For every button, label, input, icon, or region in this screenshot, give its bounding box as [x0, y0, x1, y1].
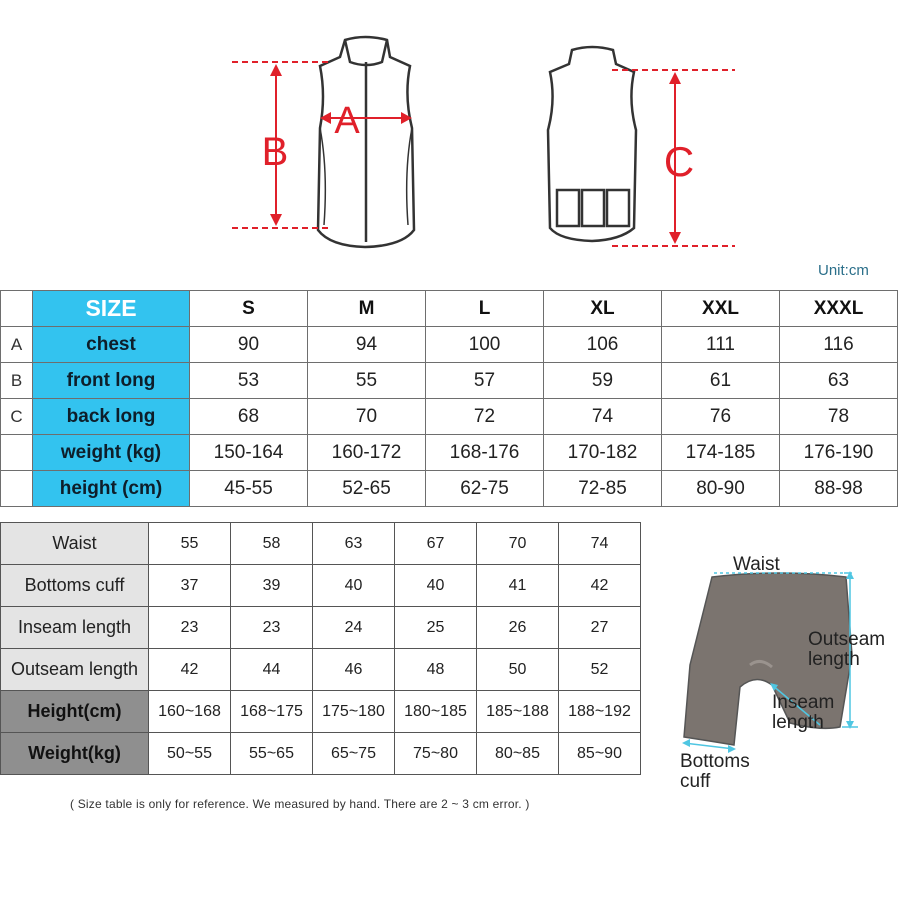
row-label-front-long: front long — [33, 363, 190, 399]
shorts-label-cuff-line2: cuff — [680, 771, 711, 792]
table-cell: 23 — [231, 607, 313, 649]
table-cell: 62-75 — [426, 471, 544, 507]
table-cell: 23 — [149, 607, 231, 649]
row-key — [1, 471, 33, 507]
table-cell: 27 — [559, 607, 641, 649]
shorts-label-waist: Waist — [733, 554, 780, 575]
table-cell: 160-172 — [308, 435, 426, 471]
table-cell: 24 — [313, 607, 395, 649]
size-col-xxl: XXL — [662, 291, 780, 327]
vest-front-illustration — [318, 37, 414, 247]
row-label-inseam: Inseam length — [1, 607, 149, 649]
table-cell: 85~90 — [559, 733, 641, 775]
table-cell: 72 — [426, 399, 544, 435]
table-row — [1, 435, 898, 471]
table-cell: 68 — [190, 399, 308, 435]
row-key: B — [1, 363, 33, 399]
table-cell: 78 — [780, 399, 898, 435]
table-row — [1, 565, 641, 607]
shorts-label-inseam-line1: Inseam — [772, 692, 835, 713]
table-cell: 58 — [231, 523, 313, 565]
shorts-label-outseam — [808, 630, 885, 670]
size-col-m: M — [308, 291, 426, 327]
table-cell: 74 — [544, 399, 662, 435]
row-label-height: Height(cm) — [1, 691, 149, 733]
table-cell: 55 — [149, 523, 231, 565]
table-cell: 25 — [395, 607, 477, 649]
row-key: A — [1, 327, 33, 363]
table-cell: 100 — [426, 327, 544, 363]
size-col-l: L — [426, 291, 544, 327]
table-cell: 74 — [559, 523, 641, 565]
row-label-bottoms-cuff: Bottoms cuff — [1, 565, 149, 607]
table-cell: 111 — [662, 327, 780, 363]
row-label-back-long: back long — [33, 399, 190, 435]
vest-diagram — [0, 0, 900, 270]
table-cell: 59 — [544, 363, 662, 399]
row-key — [1, 435, 33, 471]
table-cell: 50~55 — [149, 733, 231, 775]
shorts-label-cuff-line1: Bottoms — [680, 751, 750, 772]
table-cell: 40 — [313, 565, 395, 607]
table-cell: 50 — [477, 649, 559, 691]
table-cell: 42 — [149, 649, 231, 691]
measure-c-label: C — [663, 138, 695, 185]
size-col-xxxl: XXXL — [780, 291, 898, 327]
table-cell: 44 — [231, 649, 313, 691]
table-cell: 61 — [662, 363, 780, 399]
table-row — [1, 733, 641, 775]
row-key: C — [1, 399, 33, 435]
table-cell: 88-98 — [780, 471, 898, 507]
table-cell: 94 — [308, 327, 426, 363]
table-cell: 174-185 — [662, 435, 780, 471]
size-disclaimer-note: ( Size table is only for reference. We measured by hand. There are 2 ~ 3 cm error. ) — [70, 797, 530, 811]
size-col-s: S — [190, 291, 308, 327]
shorts-label-outseam-line1: Outseam — [808, 629, 886, 650]
table-cell: 70 — [477, 523, 559, 565]
table-cell: 46 — [313, 649, 395, 691]
table-cell: 55~65 — [231, 733, 313, 775]
table-cell: 176-190 — [780, 435, 898, 471]
table-cell: 76 — [662, 399, 780, 435]
table-cell: 45-55 — [190, 471, 308, 507]
table-cell: 42 — [559, 565, 641, 607]
vest-back-illustration — [548, 47, 636, 241]
table-cell: 63 — [780, 363, 898, 399]
table-cell: 180~185 — [395, 691, 477, 733]
table-cell: 90 — [190, 327, 308, 363]
table-cell: 80-90 — [662, 471, 780, 507]
measure-b-label: B — [261, 130, 289, 174]
table-row — [1, 327, 898, 363]
table-cell: 70 — [308, 399, 426, 435]
row-label-chest: chest — [33, 327, 190, 363]
table-row — [1, 399, 898, 435]
table-cell: 65~75 — [313, 733, 395, 775]
table-cell: 188~192 — [559, 691, 641, 733]
table-cell: 80~85 — [477, 733, 559, 775]
table-cell: 37 — [149, 565, 231, 607]
row-label-outseam: Outseam length — [1, 649, 149, 691]
size-col-xl: XL — [544, 291, 662, 327]
table-cell: 170-182 — [544, 435, 662, 471]
table-cell: 150-164 — [190, 435, 308, 471]
table-cell: 75~80 — [395, 733, 477, 775]
vest-size-table — [0, 290, 898, 507]
table-row — [1, 471, 898, 507]
table-cell: 106 — [544, 327, 662, 363]
table-cell: 168~175 — [231, 691, 313, 733]
shorts-label-inseam — [772, 693, 834, 733]
table-cell: 26 — [477, 607, 559, 649]
table-cell: 57 — [426, 363, 544, 399]
row-label-weight: weight (kg) — [33, 435, 190, 471]
shorts-size-table — [0, 522, 641, 775]
table-cell: 160~168 — [149, 691, 231, 733]
table-cell: 53 — [190, 363, 308, 399]
shorts-label-bottoms-cuff — [680, 752, 750, 792]
size-header: SIZE — [33, 291, 190, 327]
measure-a-label: A — [334, 100, 360, 142]
table-cell: 52 — [559, 649, 641, 691]
table-cell: 116 — [780, 327, 898, 363]
table-cell: 55 — [308, 363, 426, 399]
vest-table-header-row — [1, 291, 898, 327]
table-cell: 168-176 — [426, 435, 544, 471]
unit-label: Unit:cm — [818, 262, 869, 279]
shorts-label-outseam-line2: length — [808, 649, 860, 670]
table-cell: 48 — [395, 649, 477, 691]
table-cell: 41 — [477, 565, 559, 607]
table-row — [1, 363, 898, 399]
table-cell: 185~188 — [477, 691, 559, 733]
row-label-waist: Waist — [1, 523, 149, 565]
table-row — [1, 607, 641, 649]
table-row — [1, 649, 641, 691]
row-label-weight: Weight(kg) — [1, 733, 149, 775]
table-corner — [1, 291, 33, 327]
table-cell: 67 — [395, 523, 477, 565]
row-label-height: height (cm) — [33, 471, 190, 507]
table-cell: 39 — [231, 565, 313, 607]
table-row — [1, 691, 641, 733]
shorts-label-inseam-line2: length — [772, 712, 824, 733]
table-cell: 63 — [313, 523, 395, 565]
table-cell: 52-65 — [308, 471, 426, 507]
table-cell: 175~180 — [313, 691, 395, 733]
table-row — [1, 523, 641, 565]
table-cell: 72-85 — [544, 471, 662, 507]
table-cell: 40 — [395, 565, 477, 607]
